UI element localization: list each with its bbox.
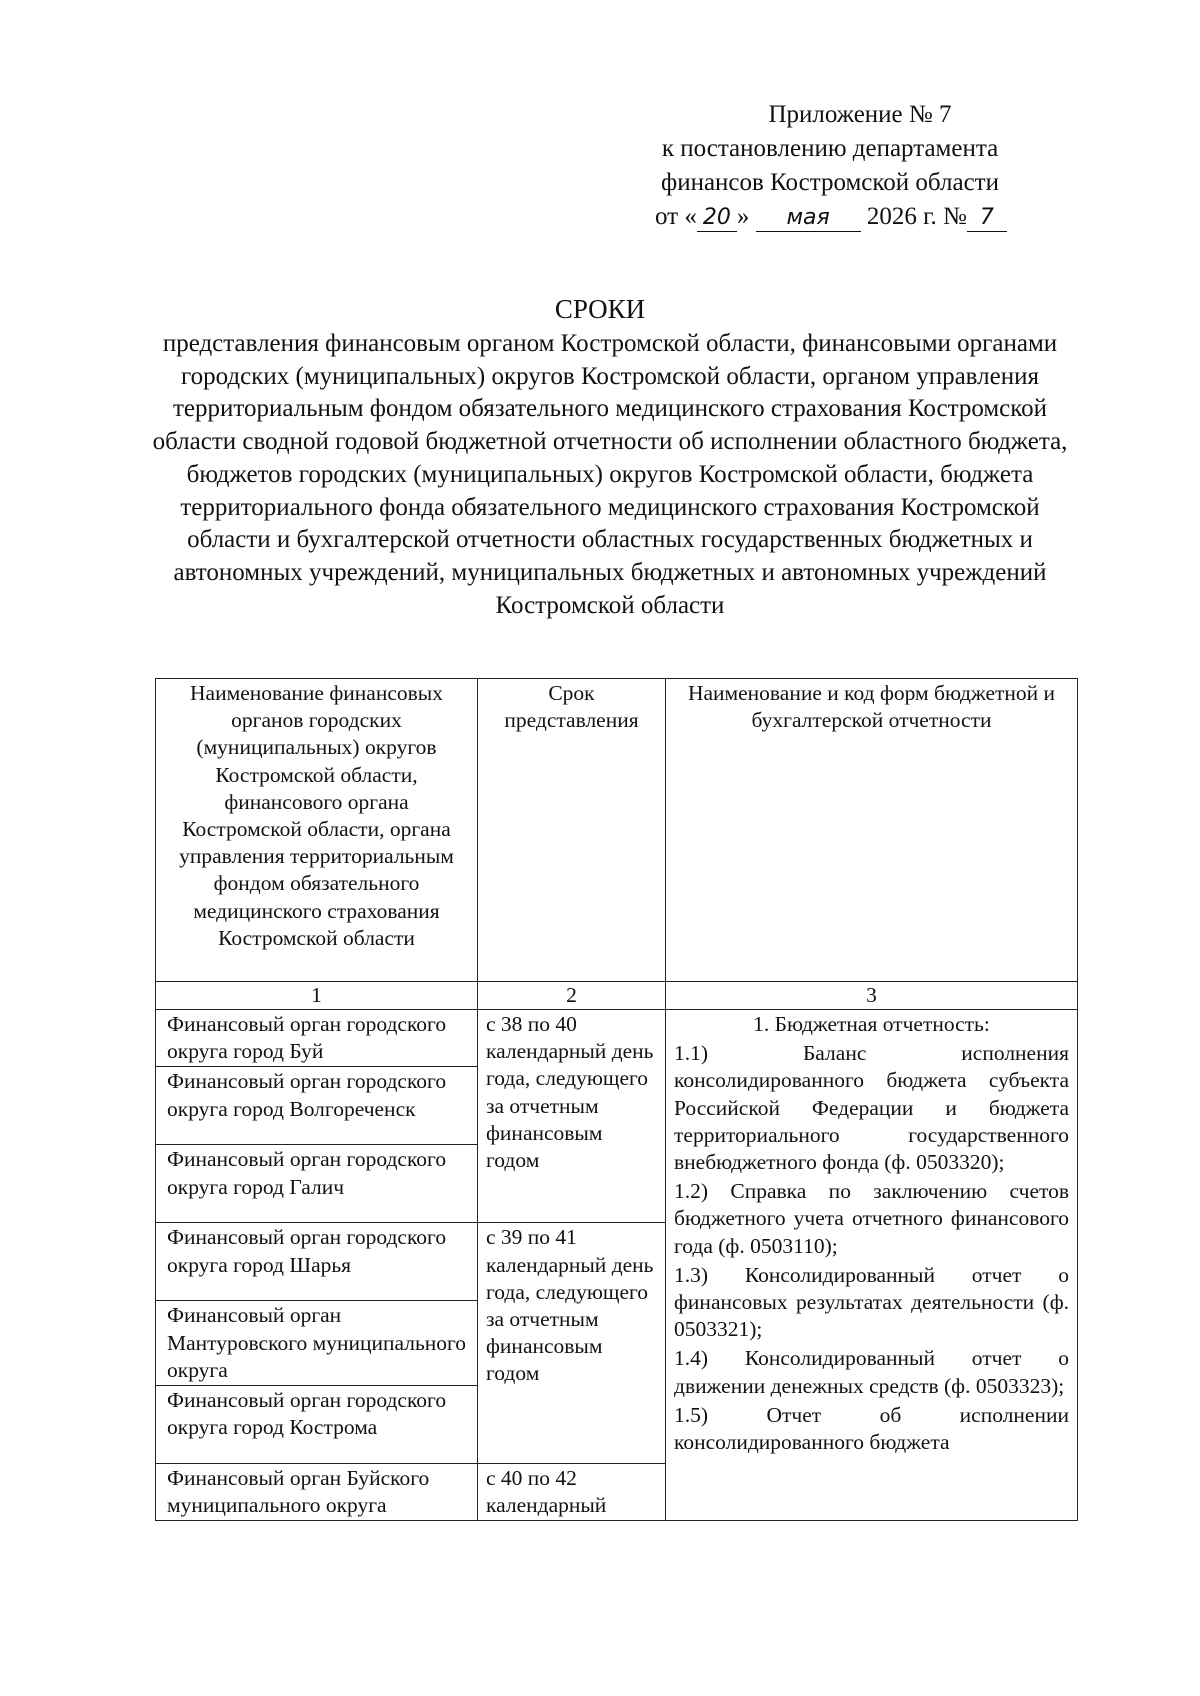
appendix-date-line — [600, 200, 1060, 234]
deadline-cell: с 39 по 41 календарный день года, следующего за отчетным финансовым годом — [478, 1223, 666, 1464]
column-number-row — [156, 982, 1078, 1010]
date-year: 2026 г. № — [866, 203, 967, 230]
doc-number: 7 — [967, 205, 1007, 232]
date-prefix: от « — [655, 203, 697, 230]
table-row — [156, 1010, 1078, 1067]
organ-name: Финансовый орган городского округа город Буй — [156, 1010, 478, 1067]
organ-name: Финансовый орган Буйского муниципального округа — [156, 1464, 478, 1521]
column-number: 3 — [666, 982, 1078, 1010]
forms-section-title: 1. Бюджетная отчетность: — [753, 1012, 990, 1036]
header-organ: Наименование финансовых органов городских (муниципальных) округов Костромской области, финансового органа Костромской области, органа управления территориальным фондом обязательного медицинского страхования Костромской области — [156, 679, 478, 982]
header-forms: Наименование и код форм бюджетной и бухгалтерской отчетности — [666, 679, 1078, 982]
deadline-cell: с 38 по 40 календарный день года, следующего за отчетным финансовым годом — [478, 1010, 666, 1223]
organ-name: Финансовый орган Мантуровского муниципального округа — [156, 1301, 478, 1386]
organ-name: Финансовый орган городского округа город Галич — [156, 1145, 478, 1223]
column-number: 1 — [156, 982, 478, 1010]
document-title: СРОКИ — [554, 294, 646, 324]
date-mid: » — [736, 203, 750, 230]
date-day: 20 — [697, 205, 737, 232]
organ-name: Финансовый орган городского округа город Шарья — [156, 1223, 478, 1301]
document-subtitle: представления финансовым органом Костромской области, финансовыми органами городских (муниципальных) округов Костромской области, органом управления территориальным фондом обязательного медицинского страхования Костромской области сводной годовой бюджетной отчетности об исполнении областного бюджета, бюджетов городских (муниципальных) округов Костромской области, бюджета территориального фонда обязательного медицинского страхования Костромской области и бухгалтерской отчетности областных государственных бюджетных и автономных учреждений, муниципальных бюджетных и автономных учреждений Костромской области — [152, 330, 1068, 619]
deadlines-table — [155, 678, 1078, 1521]
form-item: 1.1) Баланс исполнения консолидированного бюджета субъекта Российской Федерации и бюджета территориального государственного внебюджетного фонда (ф. 0503320); — [674, 1041, 1069, 1175]
deadline-cell: с 40 по 42 календарный — [478, 1464, 666, 1521]
organ-name: Финансовый орган городского округа город Кострома — [156, 1386, 478, 1464]
form-item: 1.3) Консолидированный отчет о финансовых результатах деятельности (ф. 0503321); — [674, 1262, 1069, 1342]
forms-cell — [666, 1010, 1078, 1521]
appendix-block — [600, 98, 1060, 234]
form-item: 1.4) Консолидированный отчет о движении денежных средств (ф. 0503323); — [674, 1346, 1069, 1398]
appendix-department-line: финансов Костромской области — [661, 169, 999, 196]
table-header-row — [156, 679, 1078, 982]
date-month: мая — [756, 205, 861, 232]
organ-name: Финансовый орган городского округа город Волгореченск — [156, 1067, 478, 1145]
form-item: 1.5) Отчет об исполнении консолидированного бюджета — [674, 1402, 1069, 1455]
header-deadline: Срок представления — [478, 679, 666, 982]
appendix-title: Приложение № 7 — [768, 101, 952, 128]
appendix-resolution-line: к постановлению департамента — [661, 135, 999, 162]
column-number: 2 — [478, 982, 666, 1010]
form-item: 1.2) Справка по заключению счетов бюджетного учета отчетного финансового года (ф. 0503110); — [674, 1179, 1069, 1258]
